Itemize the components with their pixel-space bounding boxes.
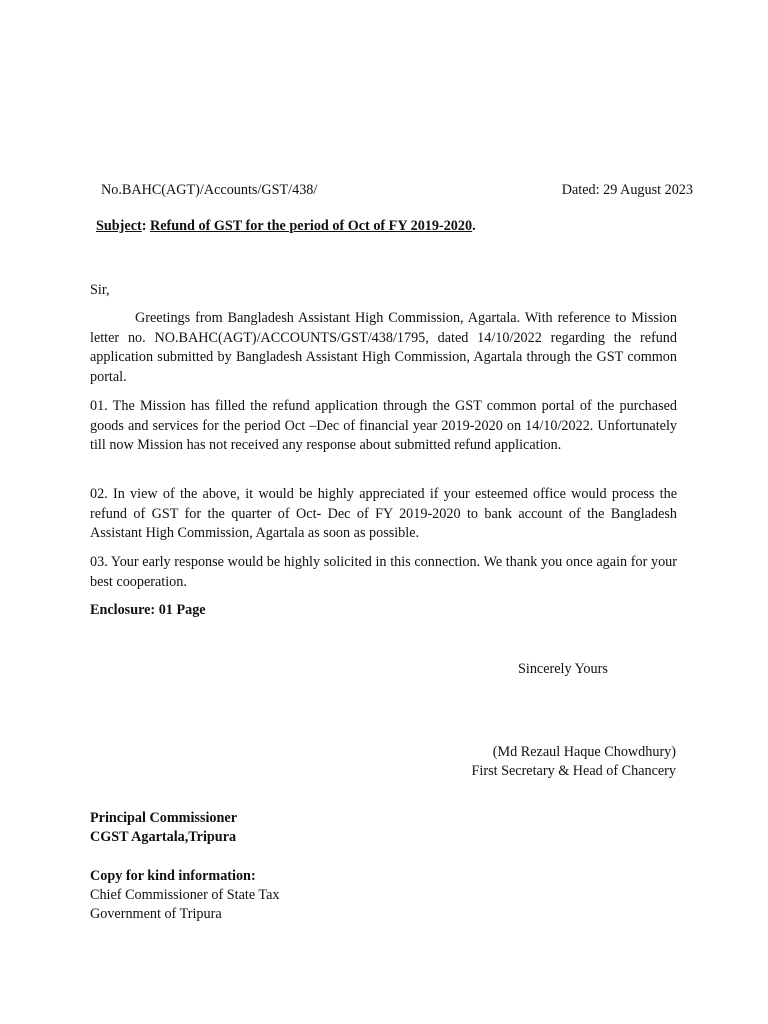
subject-end: . <box>472 218 476 234</box>
paragraph-02: 02. In view of the above, it would be highly appreciated if your esteemed office would process the refund of GST for the quarter of Oct- Dec of FY 2019-2020 to bank account of the Bangladesh Assistant High Commission, Agartala as soon as possible. <box>90 486 677 541</box>
letter-date: Dated: 29 August 2023 <box>561 182 693 198</box>
recipient-line: CGST Agartala,Tripura <box>90 829 237 845</box>
copy-heading: Copy for kind information: <box>90 868 256 884</box>
recipient-line: Principal Commissioner <box>90 810 237 826</box>
signatory-title: First Secretary & Head of Chancery <box>471 763 676 779</box>
paragraph-03: 03. Your early response would be highly solicited in this connection. We thank you once again for your best cooperation. <box>90 554 677 590</box>
paragraph-01: 01. The Mission has filled the refund application through the GST common portal of the purchased goods and services for the period Oct –Dec of financial year 2019-2020 on 14/10/2022. Unfortunately till now Mission has not received any response about submitted refund application. <box>90 398 677 453</box>
copy-recipient-line: Government of Tripura <box>90 906 222 922</box>
enclosure-note: Enclosure: 01 Page <box>90 602 206 618</box>
subject-label: Subject <box>96 218 142 234</box>
signatory-name: (Md Rezaul Haque Chowdhury) <box>492 744 676 760</box>
subject-colon: : <box>141 218 150 234</box>
paragraph-intro: Greetings from Bangladesh Assistant High Commission, Agartala. With reference to Mission letter no. NO.BAHC(AGT)/ACCOUNTS/GST/438/1795, dated 14/10/2022 regarding the refund application submitted by Bangladesh Assistant High Commission, Agartala through the GST common portal. <box>90 310 677 385</box>
copy-recipient-line: Chief Commissioner of State Tax <box>90 887 280 903</box>
subject-line <box>96 217 476 237</box>
salutation: Sir, <box>90 282 110 298</box>
closing: Sincerely Yours <box>518 661 608 677</box>
subject-text: Refund of GST for the period of Oct of FY 2019-2020 <box>150 218 473 234</box>
reference-number: No.BAHC(AGT)/Accounts/GST/438/ <box>101 182 318 198</box>
